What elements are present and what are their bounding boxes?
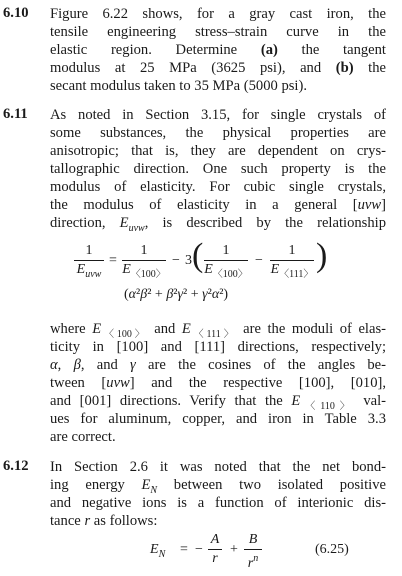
cosine-term: (α²β² + β²γ² + γ²α²) xyxy=(124,287,229,302)
left-paren: ( xyxy=(192,237,204,274)
problem-line: Figure 6.22 shows, for a gray cast iron, the xyxy=(50,6,386,22)
minus-sign: − xyxy=(195,542,203,557)
problem-line: In Section 2.6 it was noted that the net bond- xyxy=(50,459,386,475)
fraction-1-over-euvw: 1 $E_{uvw}$ xyxy=(74,243,104,283)
fraction-1-over-e100: 1 $E_{〈100〉}$ xyxy=(204,243,248,280)
fraction-1-over-e111: 1 $E_{〈111〉}$ xyxy=(270,243,314,280)
modulus-equation xyxy=(74,237,374,313)
coefficient: 3 xyxy=(185,253,192,268)
problem-line: direction, $E_{uvw}$, is described by the relationship xyxy=(50,215,386,232)
problem-line: elastic region. Determine (a) the tangent xyxy=(50,42,386,58)
plus-sign: + xyxy=(230,542,238,557)
problem-line: tween [uvw] and the respective [100], [010], xyxy=(50,375,386,391)
equation-number: (6.25) xyxy=(315,542,349,557)
problem-line: secant modulus taken to 35 MPa (5000 psi). xyxy=(50,78,307,94)
problem-line: where $E_{〈100〉}$ and $E_{〈111〉}$ are the moduli of elas- xyxy=(50,321,386,338)
problem-number: 6.12 xyxy=(3,458,29,474)
problem-line: anisotropic; that is, they are dependent on crys- xyxy=(50,143,386,159)
equals-sign: = xyxy=(109,253,117,268)
fraction-b-over-rn: B $r^n$ xyxy=(244,532,262,572)
problem-line: tensile engineering stress–strain curve in the xyxy=(50,24,386,40)
problem-number: 6.11 xyxy=(3,106,28,122)
equals-sign: = xyxy=(180,542,188,557)
problem-line: α, β, and γ are the cosines of the angles be- xyxy=(50,357,386,373)
problem-line: and negative ions is a function of interionic dis- xyxy=(50,495,386,511)
fraction-1-over-e100: 1 $E_{〈100〉}$ xyxy=(122,243,166,280)
bonding-energy-equation xyxy=(150,530,390,570)
problem-line: are correct. xyxy=(50,429,116,445)
minus-sign: − xyxy=(172,253,180,268)
problem-line: ues for aluminum, copper, and iron in Table 3.3 xyxy=(50,411,386,427)
problem-number: 6.10 xyxy=(3,5,29,21)
problem-line: tallographic direction. One such property is the xyxy=(50,161,386,177)
problem-line: modulus of elasticity. For cubic single crystals, xyxy=(50,179,386,195)
problem-line: As noted in Section 3.15, for single crystals of xyxy=(50,107,386,123)
problem-line: tance r as follows: xyxy=(50,513,158,529)
minus-sign: − xyxy=(255,253,263,268)
lhs: $E_N$ xyxy=(150,542,166,560)
problem-line: some substances, the physical properties are xyxy=(50,125,386,141)
problem-line: ticity in [100] and [111] directions, respectively; xyxy=(50,339,386,355)
problem-line: the modulus of elasticity in a general [uvw] xyxy=(50,197,386,213)
right-paren: ) xyxy=(316,237,328,274)
problem-line: modulus at 25 MPa (3625 psi), and (b) the xyxy=(50,60,386,76)
problem-line: ing energy $E_N$ between two isolated positive xyxy=(50,477,386,494)
fraction-a-over-r: A r xyxy=(208,532,222,567)
problem-line: and [001] directions. Verify that the $E_{〈110〉}$ val- xyxy=(50,393,386,410)
